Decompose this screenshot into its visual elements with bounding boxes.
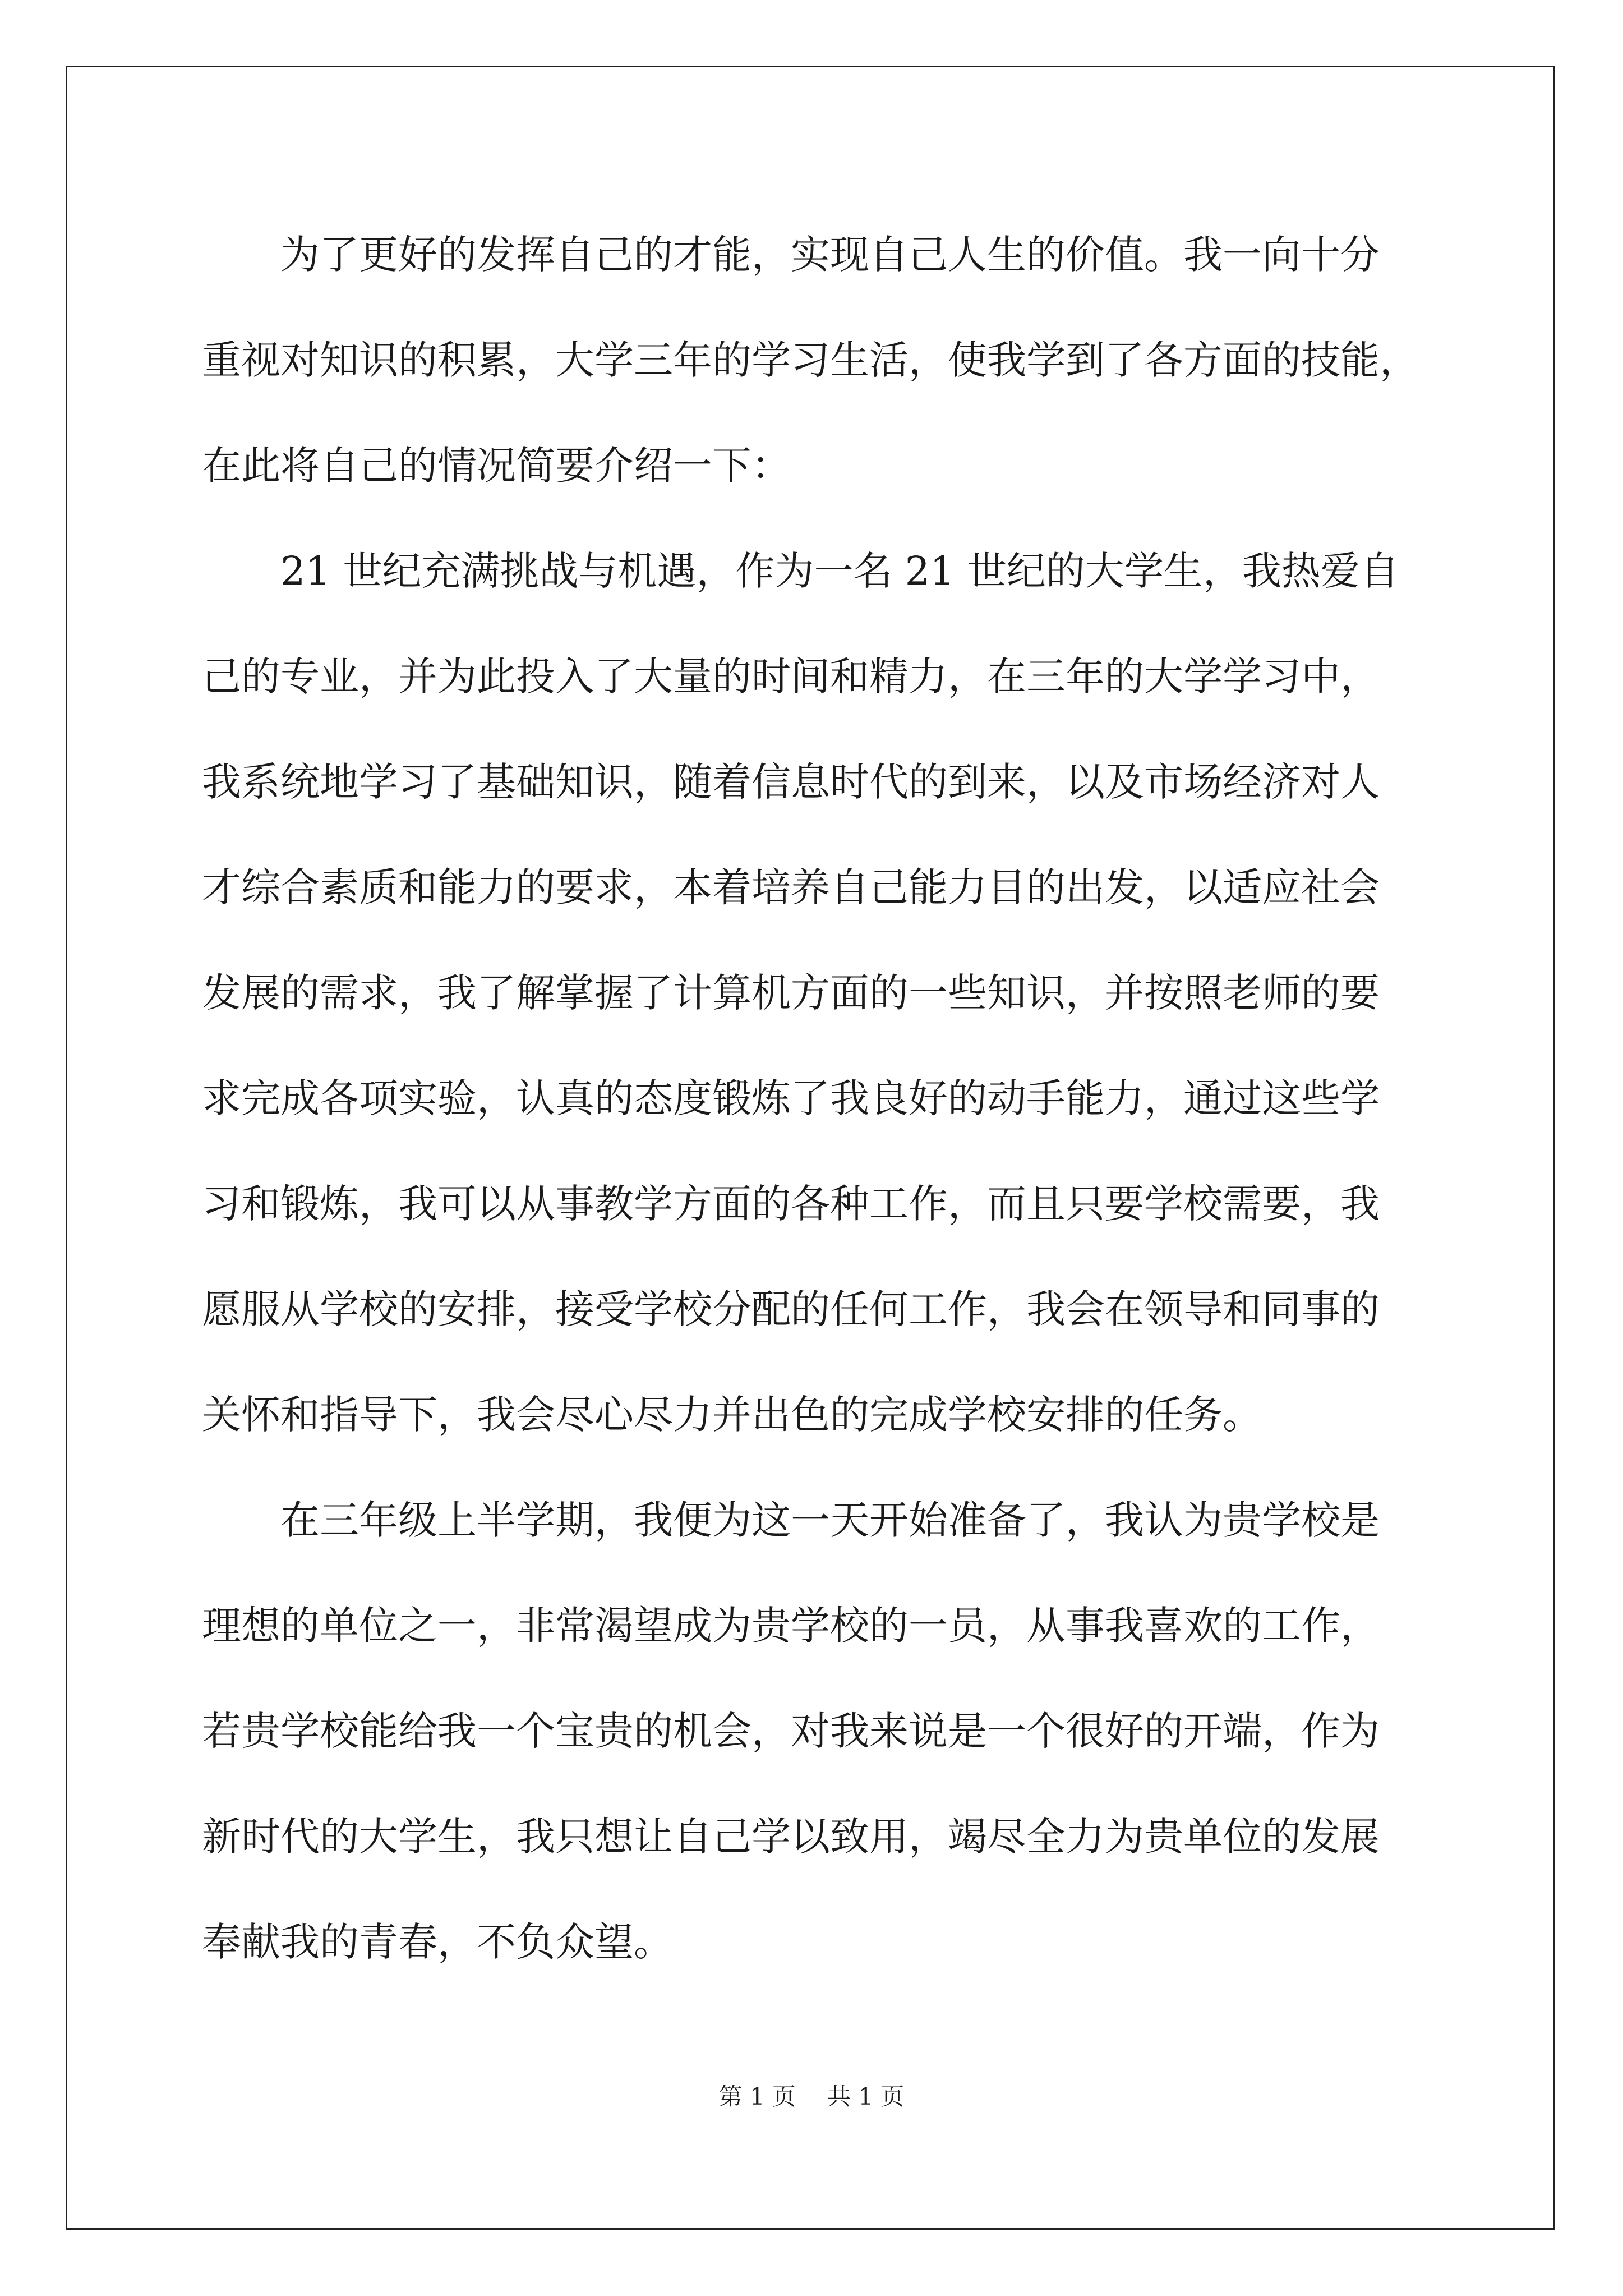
text-line: 关怀和指导下，我会尽心尽力并出色的完成学校安排的任务。: [202, 1392, 1262, 1438]
text-line: 奉献我的青春，不负众望。: [202, 1919, 673, 1965]
text-line: 21 世纪充满挑战与机遇，作为一名 21 世纪的大学生，我热爱自: [280, 548, 1399, 594]
text-line: 新时代的大学生，我只想让自己学以致用，竭尽全力为贵单位的发展: [202, 1814, 1380, 1860]
page-footer: [0, 2080, 1623, 2114]
document-body: [202, 202, 1458, 1995]
text-line: 习和锻炼，我可以从事教学方面的各种工作，而且只要学校需要，我: [202, 1181, 1380, 1227]
page-number-current: 第 1 页: [718, 2083, 796, 2110]
text-line: 若贵学校能给我一个宝贵的机会，对我来说是一个很好的开端，作为: [202, 1708, 1380, 1754]
paragraph-3: [202, 1467, 1458, 1995]
text-line: 发展的需求，我了解掌握了计算机方面的一些知识，并按照老师的要: [202, 970, 1380, 1016]
text-line: 在此将自己的情况简要介绍一下：: [202, 443, 791, 489]
text-line: 己的专业，并为此投入了大量的时间和精力，在三年的大学学习中，: [202, 654, 1380, 700]
text-line: 我系统地学习了基础知识，随着信息时代的到来，以及市场经济对人: [202, 759, 1380, 805]
text-line: 在三年级上半学期，我便为这一天开始准备了，我认为贵学校是: [280, 1497, 1380, 1543]
page-number-total: 共 1 页: [827, 2083, 905, 2110]
text-line: 理想的单位之一，非常渴望成为贵学校的一员，从事我喜欢的工作，: [202, 1603, 1380, 1649]
text-line: 才综合素质和能力的要求，本着培养自己能力目的出发，以适应社会: [202, 864, 1380, 910]
text-line: 重视对知识的积累，大学三年的学习生活，使我学到了各方面的技能，: [202, 337, 1419, 383]
text-line: 愿服从学校的安排，接受学校分配的任何工作，我会在领导和同事的: [202, 1286, 1380, 1332]
text-line: 为了更好的发挥自己的才能，实现自己人生的价值。我一向十分: [280, 232, 1380, 278]
paragraph-1: [202, 202, 1458, 518]
text-line: 求完成各项实验，认真的态度锻炼了我良好的动手能力，通过这些学: [202, 1075, 1380, 1121]
paragraph-2: [202, 518, 1458, 1467]
